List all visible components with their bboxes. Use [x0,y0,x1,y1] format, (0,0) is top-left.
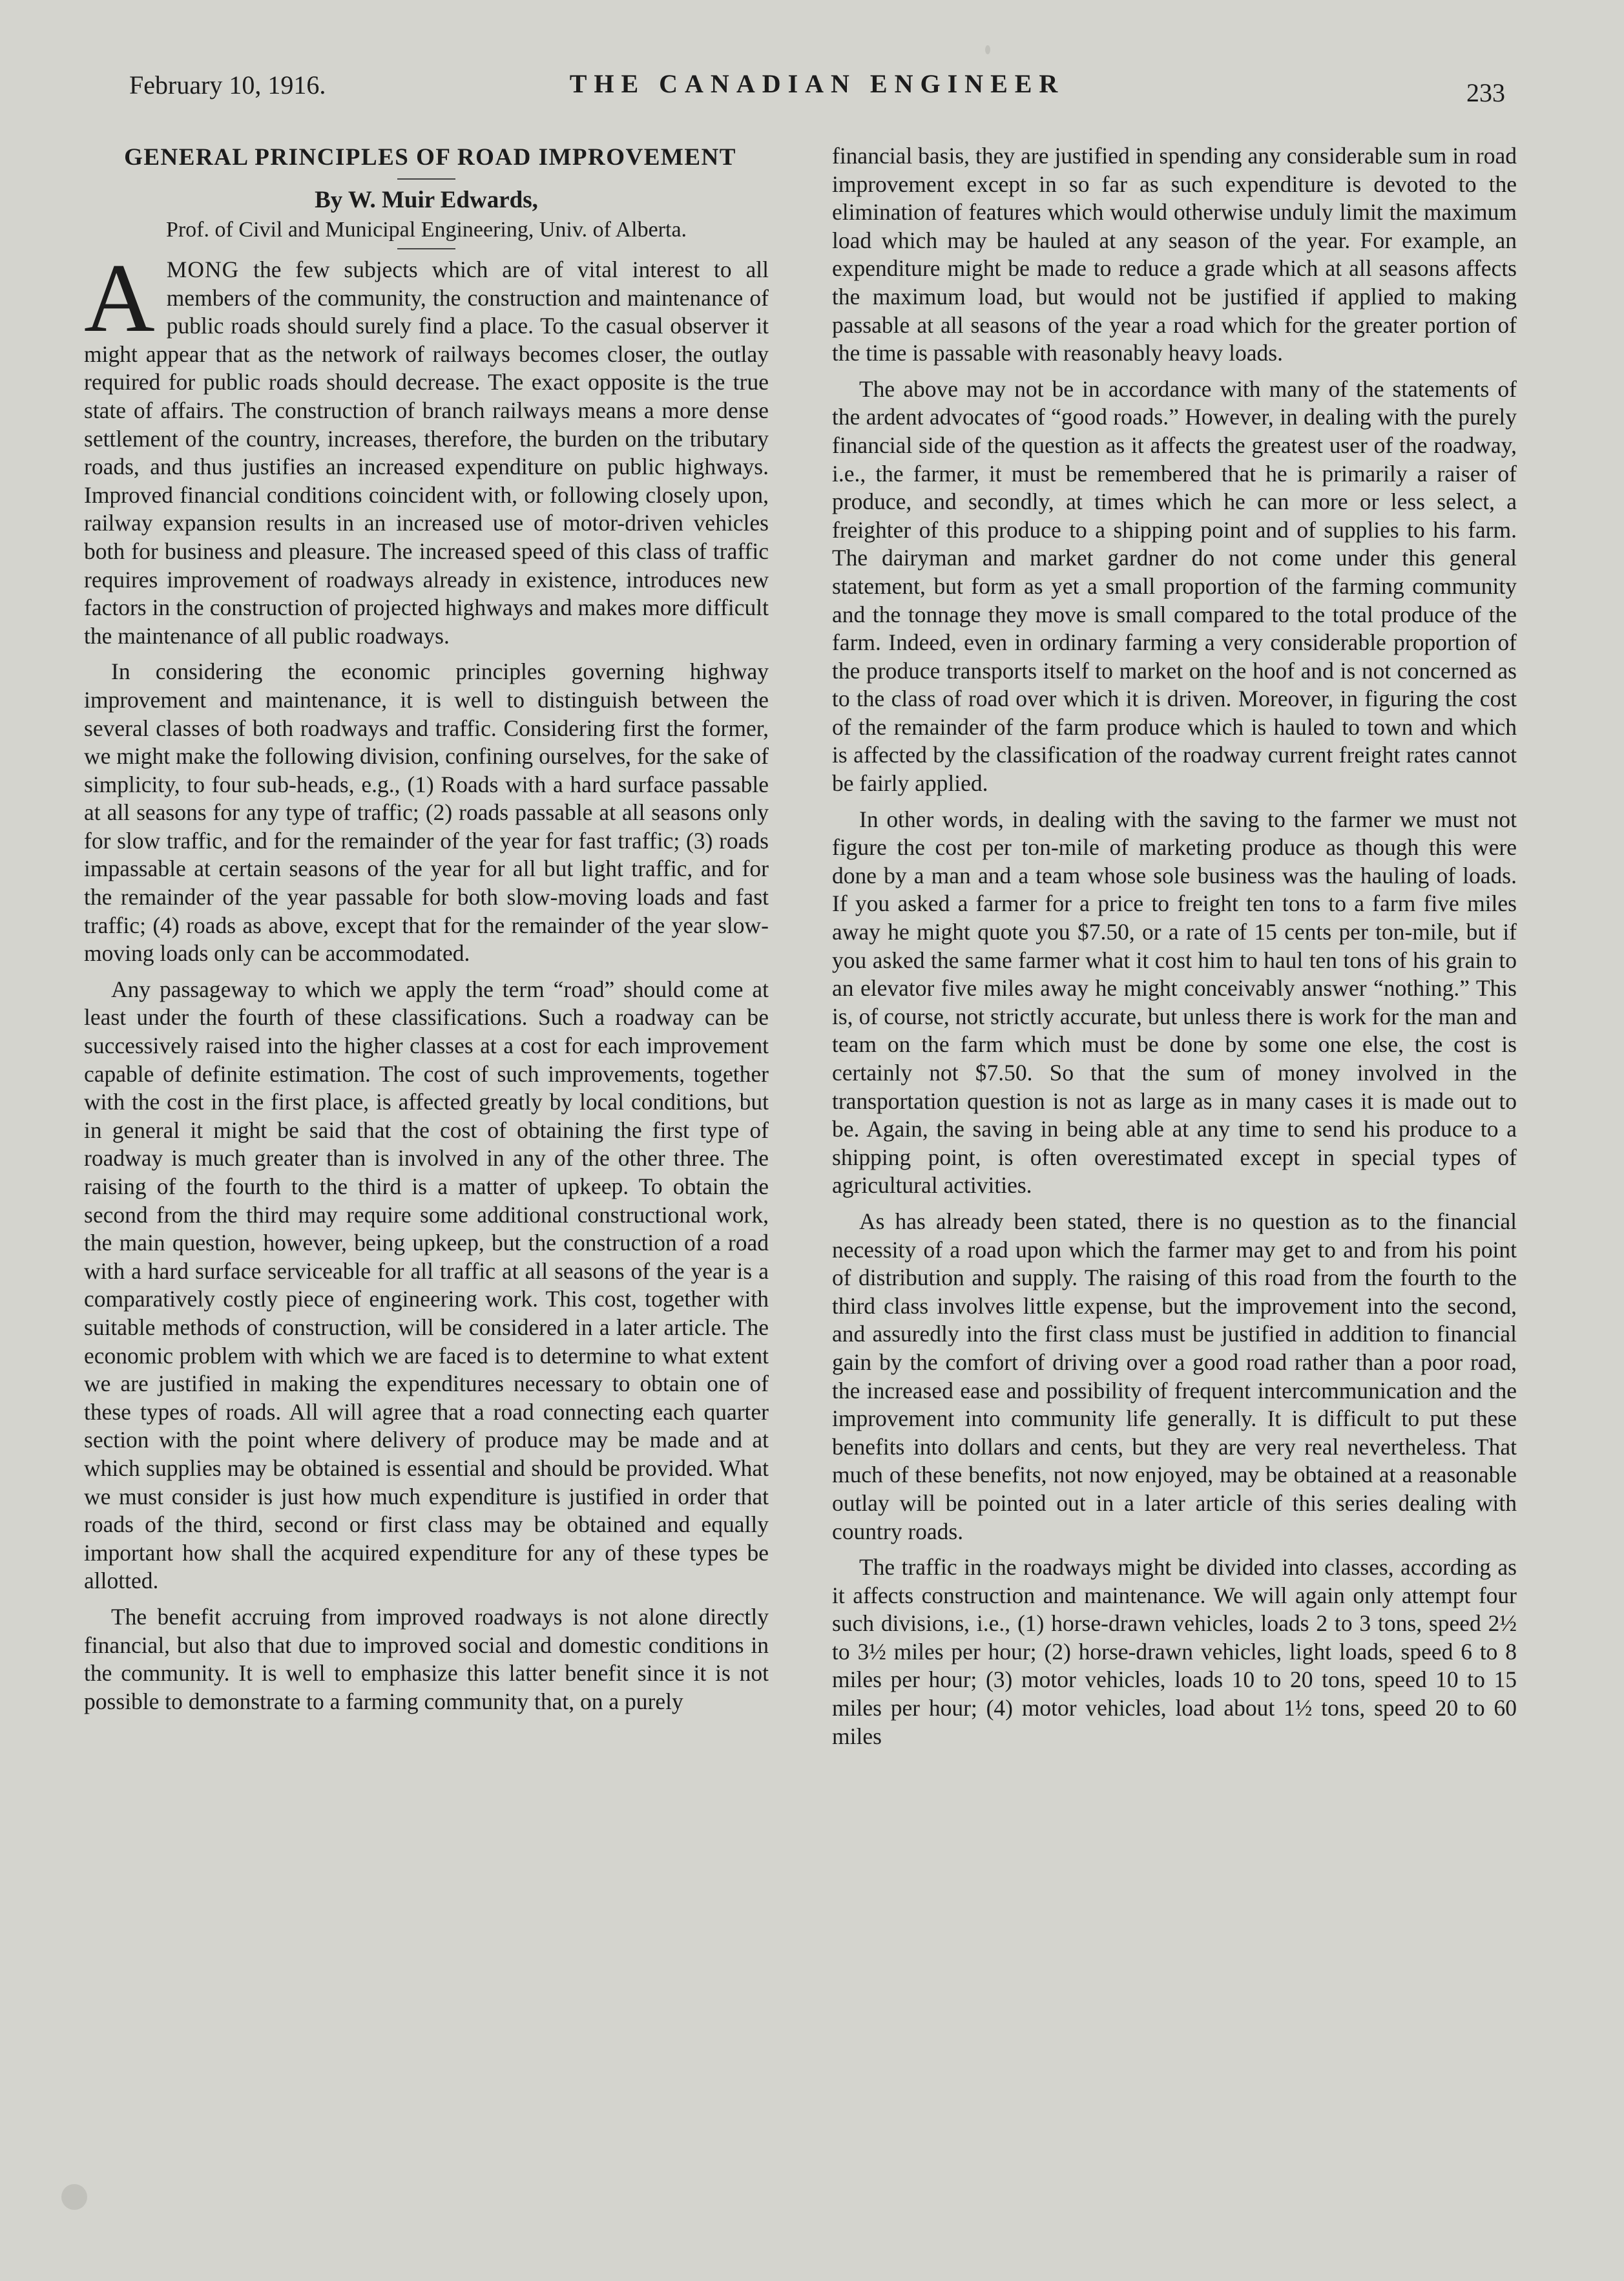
author-byline: By W. Muir Edwards, [315,187,538,213]
lead-caps: MONG [166,257,240,282]
paragraph: In considering the economic principles governing highway improvement and maintenance, it is well to distinguish between the several classes of both roadways and traffic. Considering first the former, we might make the following division, confining ourselves, for the sake of simplicity, to four sub-heads, e.g., (1) Roads with a hard surface passable at all seasons for any type of traffic; (2) roads passable at all seasons only for slow traffic, and for the remainder of the year for fast traffic; (3) roads impassable at certain seasons of the year for all but light traffic, and for the remainder of the year passable for both slow-moving loads and fast traffic; (4) roads as above, except that for the remainder of the year slow-moving loads only can be accommodated. [84,658,769,967]
running-head [129,65,1505,110]
paragraph: The traffic in the roadways might be divided into classes, according as it affects construction and maintenance. We will again only attempt four such divisions, i.e., (1) horse-drawn vehicles, loads 2 to 3 tons, speed 2½ to 3½ miles per hour; (2) horse-drawn vehicles, light loads, speed 6 to 8 miles per hour; (3) motor vehicles, loads 10 to 20 tons, speed 10 to 15 miles per hour; (4) motor vehicles, load about 1½ tons, speed 20 to 60 miles [832,1554,1517,1749]
paragraph-text: the few subjects which are of vital interest to all members of the community, the construction and maintenance of public roads should surely find a place. To the casual observer it might appear that as the network of railways becomes closer, the outlay required for public roads should decrease. The exact opposite is the true state of affairs. The construction of branch railways means a more dense settlement of the country, increases, therefore, the burden on the tributary roads, and thus justifies an increased expenditure on public highways. Improved financial conditions coincident with, or following closely upon, railway expansion results in an increased use of motor-driven vehicles both for business and pleasure. The increased speed of this class of traffic requires improvement of roadways already in existence, introduces new factors in the construction of projected highways and makes more difficult the maintenance of all public roadways. [84,257,769,649]
drop-cap: A [84,244,155,352]
title-rule [397,178,455,180]
paragraph: The benefit accruing from improved roadways is not alone directly financial, but also that due to improved social and domestic conditions in the community. It is well to emphasize this latter benefit since it is not possible to demonstrate to a farming community that, on a purely [84,1603,769,1714]
paragraph: In other words, in dealing with the saving to the farmer we must not figure the cost per ton-mile of marketing produce as though this were done by a man and a team whose sole business was the hauling of loads. If you asked a farmer for a price to freight ten tons to a farm five miles away he might quote you $7.50, or a rate of 15 cents per ton-mile, but if you asked the same farmer what it cost him to haul ten tons of his grain to an elevator five miles away he might conceivably answer “nothing.” This is, of course, not strictly accurate, but unless there is work for the man and team on the farm which must be done by some one else, the cost is certainly not $7.50. So that the sum of money involved in the transportation question is not as large as in many cases it is made out to be. Again, the saving in being able at any time to send his produce to a shipping point, is often overestimated except in special types of agricultural activities. [832,806,1517,1199]
paragraph: The above may not be in accordance with many of the statements of the ardent advocates of “good roads.” However, in dealing with the purely financial side of the question as it affects the greatest user of the roadway, i.e., the farmer, it must be remembered that he is primarily a raiser of produce, and secondly, at times which he can more or less select, a freighter of this produce to a shipping point and of supplies to his farm. The dairyman and market gardner do not come under this general statement, but form as yet a small proportion of the farming community and the tonnage they move is small compared to the total produce of the farm. Indeed, even in ordinary farming a very considerable proportion of the produce transports itself to market on the hoof and is not concerned as to the class of road over which it is driven. Moreover, in figuring the cost of the remainder of the farm produce which is hauled to town and which is affected by the classification of the roadway current freight rates cannot be fairly applied. [832,375,1517,797]
byline-rule [397,248,455,249]
paper-blemish [985,45,990,54]
journal-title: THE CANADIAN ENGINEER [569,69,1065,98]
paragraph: As has already been stated, there is no question as to the financial necessity of a road upon which the farmer may get to and from his point of distribution and supply. The raising of this road from the fourth to the third class involves little expense, but the improvement into the second, and assuredly into the first class must be justified in addition to financial gain by the comfort of driving over a good road rather than a poor road, the increased ease and possibility of frequent intercommunication and the improvement into community life generally. It is difficult to put these benefits into dollars and cents, but they are very real nevertheless. That much of these benefits, not now enjoyed, may be obtained at a reasonable outlay will be pointed out in a later article of this series dealing with country roads. [832,1208,1517,1544]
issue-date: February 10, 1916. [129,70,326,100]
paper-blemish [61,2184,87,2210]
paragraph: financial basis, they are justified in spending any considerable sum in road improvement except in so far as such expenditure is devoted to the elimination of features which would otherwise unduly limit the maximum load which may be hauled at any season of the year. For example, an expenditure might be made to reduce a grade which at all seasons affects the maximum load, but would not be justified if applied to making passable at all seasons of the year a road which for the greater portion of the time is passable with reasonably heavy loads. [832,143,1517,366]
article-title: GENERAL PRINCIPLES OF ROAD IMPROVEMENT [124,144,736,171]
paragraph: Any passageway to which we apply the term “road” should come at least under the fourth of these classifications. Such a roadway can be successively raised into the higher classes at a cost for each improvement capable of definite estimation. The cost of such improvements, together with the cost in the first place, is affected greatly by local conditions, but in general it might be said that the cost of obtaining the first type of roadway is much greater than is involved in any of the other three. The raising of the fourth to the third is a matter of upkeep. To obtain the second from the third may require some additional constructional work, the main question, however, being upkeep, but the construction of a road with a hard surface serviceable for all traffic at all seasons of the year is a comparatively costly piece of engineering work. This cost, together with suitable methods of construction, will be considered in a later article. The economic problem with which we are faced is to determine to what extent we are justified in making the expenditures necessary to obtain one of these types of roads. All will agree that a road connecting each quarter section with the point where delivery of produce may be made and at which supplies may be obtained is essential and should be provided. What we must consider is just how much expenditure is justified in order that roads of the third, second or first class may be obtained and equally important how shall the acquired expenditure for any of these types be allotted. [84,976,769,1594]
page-number: 233 [1466,78,1505,107]
left-column [84,142,769,1723]
right-column [832,142,1517,1758]
author-affiliation: Prof. of Civil and Municipal Engineering, Univ. of Alberta. [165,218,687,242]
paragraph-lead [84,244,769,650]
